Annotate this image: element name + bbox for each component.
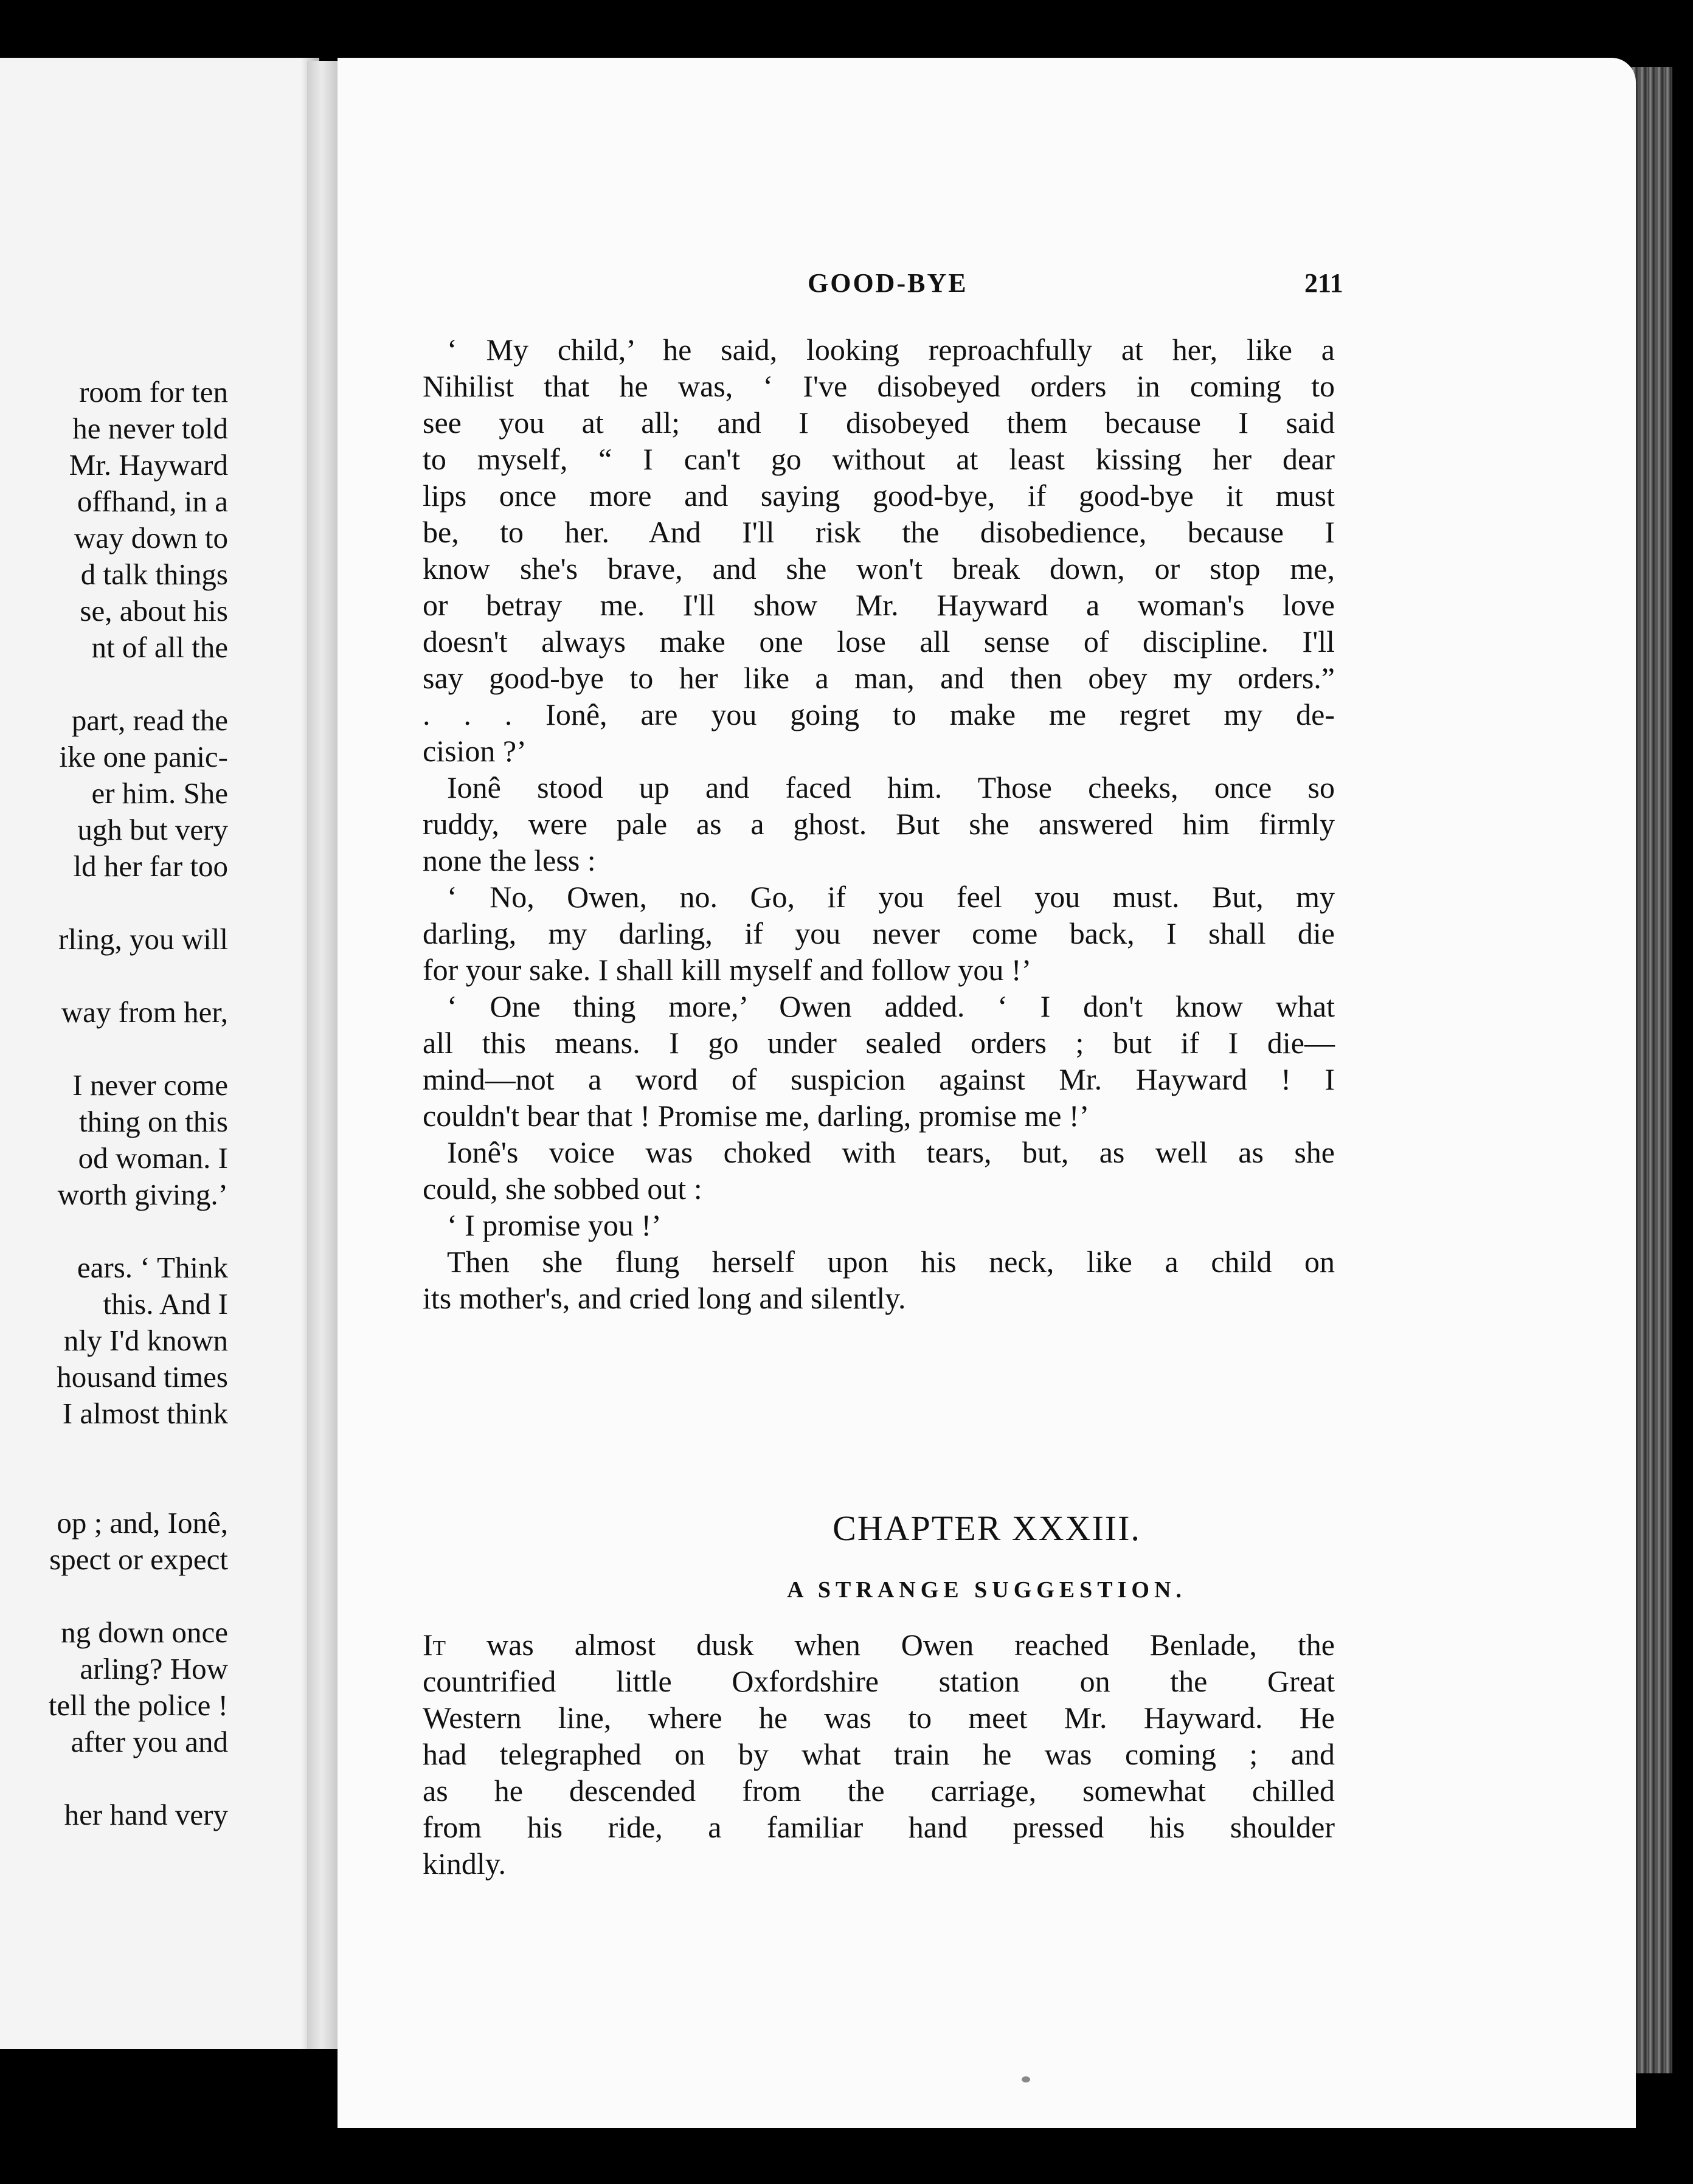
previous-page-line: er him. She xyxy=(91,776,228,810)
text-line: Ionê stood up and faced him. Those cheeks, once so xyxy=(447,770,1335,804)
text-line: say good-bye to her like a man, and then obey my orders.” xyxy=(423,661,1335,695)
previous-page-line xyxy=(0,666,228,702)
chapter-title: CHAPTER XXXIII. xyxy=(833,1508,1141,1548)
previous-page-line: nly I'd known xyxy=(63,1324,228,1357)
text-line: none the less : xyxy=(423,843,596,877)
previous-page-line: nt of all the xyxy=(91,631,228,664)
previous-page-line xyxy=(0,1213,228,1249)
previous-page-line: rling, you will xyxy=(58,922,228,956)
previous-page-text xyxy=(0,374,228,1833)
previous-page-line: way down to xyxy=(74,521,228,555)
previous-page xyxy=(0,58,319,2049)
body-text xyxy=(423,331,1335,1316)
text-line: mind—not a word of suspicion against Mr. Hayward ! I xyxy=(423,1062,1335,1096)
previous-page-line: ike one panic- xyxy=(59,740,228,773)
text-line: Ionê's voice was choked with tears, but, as well as she xyxy=(447,1135,1335,1169)
text-line: be, to her. And I'll risk the disobedience, because I xyxy=(423,515,1335,549)
previous-page-line: od woman. I xyxy=(78,1141,228,1175)
previous-page-line: op ; and, Ionê, xyxy=(57,1506,228,1540)
ink-speck xyxy=(1022,2076,1030,2082)
previous-page-line: ugh but very xyxy=(77,813,228,846)
text-line: ‘ My child,’ he said, looking reproachfully at her, like a xyxy=(447,333,1335,367)
previous-page-line: thing on this xyxy=(78,1105,228,1138)
text-line: Nihilist that he was, ‘ I've disobeyed orders in coming to xyxy=(423,369,1335,403)
previous-page-line: this. And I xyxy=(103,1287,228,1321)
previous-page-line: way from her, xyxy=(61,995,228,1029)
previous-page-line: ears. ‘ Think xyxy=(77,1251,228,1284)
previous-page-line: d talk things xyxy=(80,558,228,591)
previous-page-line: housand times xyxy=(57,1360,228,1394)
text-line: Then she flung herself upon his neck, like a child on xyxy=(447,1245,1335,1279)
previous-page-line xyxy=(0,885,228,921)
text-line: its mother's, and cried long and silently. xyxy=(423,1281,906,1315)
previous-page-line: after you and xyxy=(71,1725,228,1758)
previous-page-line: tell the police ! xyxy=(48,1688,228,1722)
previous-page-line: ng down once xyxy=(61,1616,228,1649)
chapter-subtitle: A STRANGE SUGGESTION. xyxy=(787,1577,1186,1603)
previous-page-line xyxy=(0,1432,228,1468)
text-line: see you at all; and I disobeyed them because I said xyxy=(423,406,1335,440)
previous-page-line xyxy=(0,1031,228,1067)
chapter-text-line: from his ride, a familiar hand pressed his shoulder xyxy=(423,1810,1335,1844)
text-line: to myself, “ I can't go without at least kissing her dear xyxy=(423,442,1335,476)
text-line: or betray me. I'll show Mr. Hayward a woman's love xyxy=(423,588,1335,622)
current-page xyxy=(338,58,1636,2128)
text-line: darling, my darling, if you never come back, I shall die xyxy=(423,916,1335,950)
chapter-text-line: had telegraphed on by what train he was coming ; and xyxy=(423,1737,1335,1771)
previous-page-line: spect or expect xyxy=(49,1543,228,1576)
previous-page-line: ld her far too xyxy=(73,849,228,883)
page-number: 211 xyxy=(1304,268,1343,298)
chapter-opening-word: It xyxy=(423,1628,446,1662)
previous-page-line: offhand, in a xyxy=(77,485,228,518)
previous-page-line xyxy=(0,958,228,994)
text-line: could, she sobbed out : xyxy=(423,1172,702,1206)
previous-page-line xyxy=(0,1468,228,1505)
chapter-first-line-rest: was almost dusk when Owen reached Benlade, the xyxy=(446,1628,1335,1662)
running-head: GOOD-BYE xyxy=(808,268,968,298)
previous-page-line: room for ten xyxy=(79,375,228,409)
previous-page-line: part, read the xyxy=(71,703,228,737)
text-line: doesn't always make one lose all sense of discipline. I'll xyxy=(423,624,1335,658)
chapter-text-line xyxy=(423,1626,1335,1663)
chapter-text-line: as he descended from the carriage, somewhat chilled xyxy=(423,1774,1335,1808)
previous-page-line xyxy=(0,1578,228,1614)
text-line: ruddy, were pale as a ghost. But she answered him firmly xyxy=(423,807,1335,841)
text-line: ‘ One thing more,’ Owen added. ‘ I don't know what xyxy=(447,989,1335,1023)
previous-page-line: se, about his xyxy=(80,594,228,627)
previous-page-line xyxy=(0,1760,228,1797)
chapter-text-line: kindly. xyxy=(423,1847,507,1881)
text-line: couldn't bear that ! Promise me, darling, promise me !’ xyxy=(423,1099,1090,1133)
page-header xyxy=(338,268,1636,310)
previous-page-line: Mr. Hayward xyxy=(69,448,228,482)
text-line: ‘ No, Owen, no. Go, if you feel you must. But, my xyxy=(447,880,1335,914)
text-line: for your sake. I shall kill myself and follow you !’ xyxy=(423,953,1032,987)
previous-page-line: worth giving.’ xyxy=(57,1178,228,1211)
previous-page-line: arling? How xyxy=(80,1652,228,1685)
previous-page-line: I never come xyxy=(72,1068,228,1102)
chapter-text xyxy=(423,1626,1335,1882)
text-line: ‘ I promise you !’ xyxy=(447,1208,662,1242)
text-line: all this means. I go under sealed orders ; but if I die— xyxy=(423,1026,1335,1060)
previous-page-line: her hand very xyxy=(64,1798,228,1831)
text-line: lips once more and saying good-bye, if good-bye it must xyxy=(423,479,1335,513)
previous-page-line: he never told xyxy=(72,412,228,445)
chapter-text-line: countrified little Oxfordshire station on the Great xyxy=(423,1664,1335,1698)
chapter-text-line: Western line, where he was to meet Mr. Hayward. He xyxy=(423,1701,1335,1735)
text-line: know she's brave, and she won't break down, or stop me, xyxy=(423,551,1335,586)
text-line: . . . Ionê, are you going to make me regret my de- xyxy=(423,697,1335,731)
text-line: cision ?’ xyxy=(423,734,527,768)
previous-page-line: I almost think xyxy=(62,1397,228,1430)
